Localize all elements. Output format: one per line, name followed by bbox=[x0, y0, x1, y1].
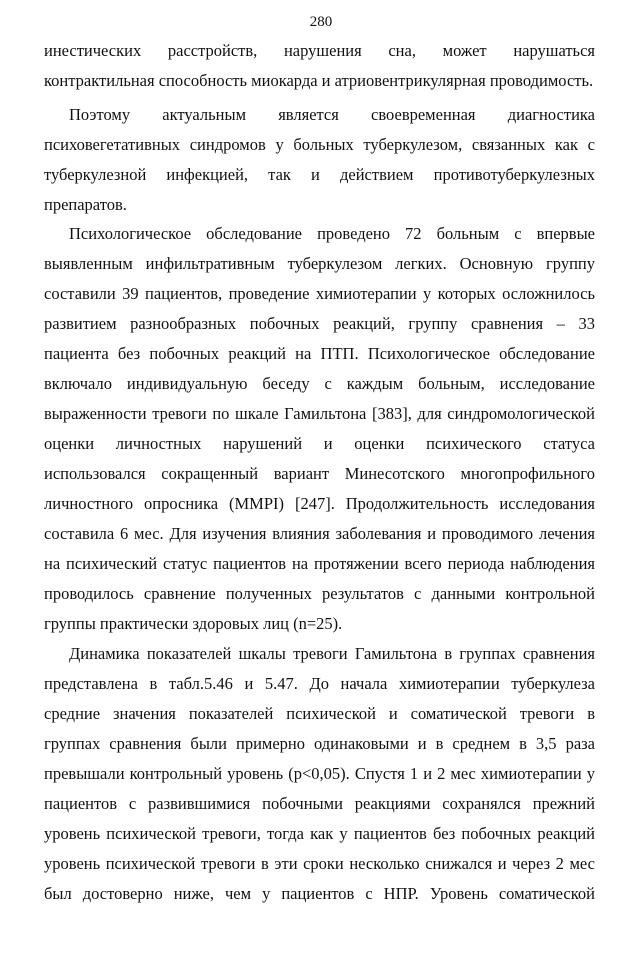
text-line: выявленным инфильтративным туберкулезом легких. Основную группу bbox=[44, 254, 595, 273]
text-line: группах сравнения были примерно одинаковыми и в среднем в 3,5 раза bbox=[44, 734, 595, 753]
text-line: уровень психической тревоги в эти сроки несколько снижался и через 2 мес bbox=[44, 854, 595, 873]
text-line: контрактильная способность миокарда и атриовентрикулярная проводимость. bbox=[44, 71, 594, 90]
paragraph-first-line: Динамика показателей шкалы тревоги Гамильтона в группах сравнения bbox=[69, 644, 595, 663]
text-line: превышали контрольный уровень (p<0,05). Спустя 1 и 2 мес химиотерапии у bbox=[44, 764, 595, 783]
text-line: составила 6 мес. Для изучения влияния заболевания и проводимого лечения bbox=[44, 524, 595, 543]
paragraph-first-line: Поэтому актуальным является своевременная диагностика bbox=[69, 105, 595, 124]
text-line: препаратов. bbox=[44, 195, 127, 214]
text-line: составили 39 пациентов, проведение химиотерапии у которых осложнилось bbox=[44, 284, 595, 303]
text-line: на психический статус пациентов на протяжении всего периода наблюдения bbox=[44, 554, 595, 573]
text-line: личностного опросника (MMPI) [247]. Продолжительность исследования bbox=[44, 494, 595, 513]
text-line: включало индивидуальную беседу с каждым больным, исследование bbox=[44, 374, 595, 393]
paragraph-first-line: Психологическое обследование проведено 72 больным с впервые bbox=[69, 224, 595, 243]
text-line: инестических расстройств, нарушения сна, может нарушаться bbox=[44, 41, 595, 60]
text-line: средние значения показателей психической и соматической тревоги в bbox=[44, 704, 595, 723]
text-line: представлена в табл.5.46 и 5.47. До начала химиотерапии туберкулеза bbox=[44, 674, 595, 693]
text-line: проводилось сравнение полученных результатов с данными контрольной bbox=[44, 584, 595, 603]
page-number: 280 bbox=[309, 14, 333, 30]
text-line: пациентов с развившимися побочными реакциями сохранялся прежний bbox=[44, 794, 595, 813]
text-line: туберкулезной инфекцией, так и действием противотуберкулезных bbox=[44, 165, 595, 184]
text-line: развитием разнообразных побочных реакций, группу сравнения – 33 bbox=[44, 314, 595, 333]
text-line: группы практически здоровых лиц (n=25). bbox=[44, 614, 343, 633]
text-line: уровень психической тревоги, тогда как у пациентов без побочных реакций bbox=[44, 824, 595, 843]
text-line: был достоверно ниже, чем у пациентов с НПР. Уровень соматической bbox=[44, 884, 595, 903]
text-line: психовегетативных синдромов у больных туберкулезом, связанных как с bbox=[44, 135, 595, 154]
text-line: выраженности тревоги по шкале Гамильтона [383], для синдромологической bbox=[44, 404, 595, 423]
text-line: пациента без побочных реакций на ПТП. Психологическое обследование bbox=[44, 344, 595, 363]
text-line: оценки личностных нарушений и оценки психического статуса bbox=[44, 434, 595, 453]
text-line: использовался сокращенный вариант Минесотского многопрофильного bbox=[44, 464, 595, 483]
